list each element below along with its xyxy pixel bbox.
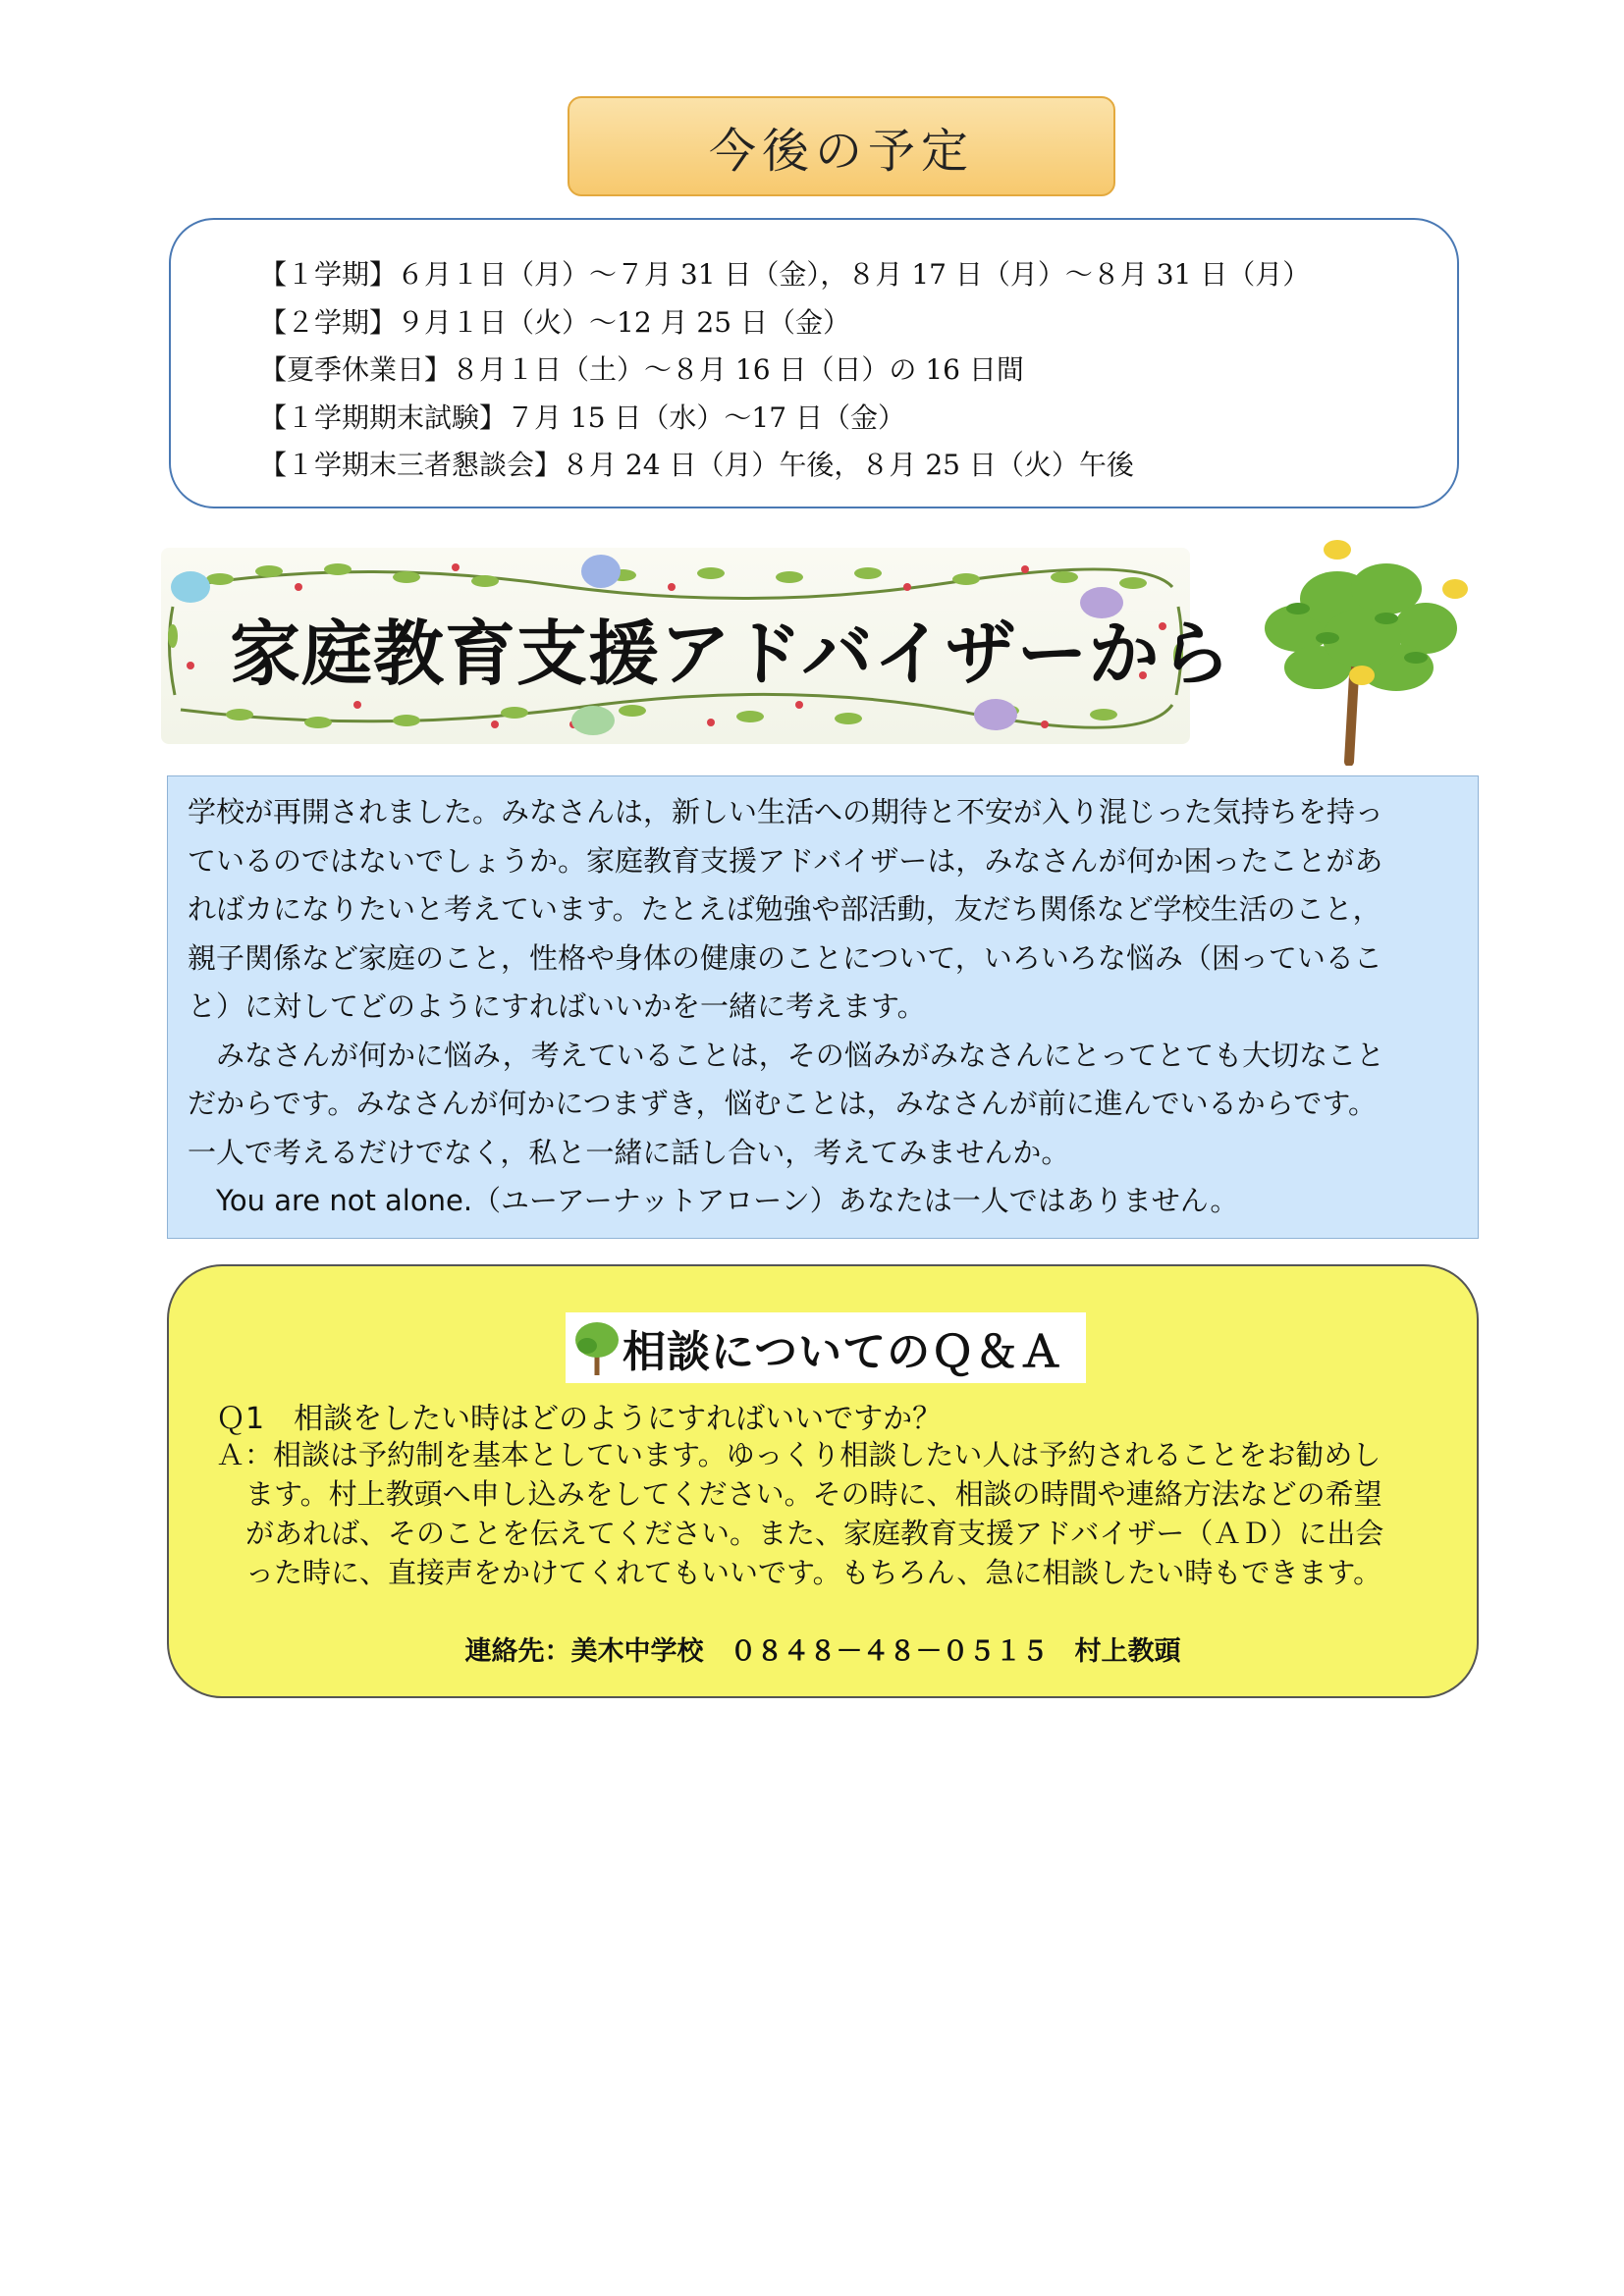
qa-answer: [216, 1435, 1383, 1592]
advisor-line: と）に対してどのようにすればいいかを一緒に考えます。: [188, 989, 926, 1023]
advisor-banner: [161, 548, 1232, 744]
schedule-line: 【１学期末三者懇談会】８月 24 日（月）午後，８月 25 日（火）午後: [259, 449, 1134, 481]
qa-question: Ｑ1 相談をしたい時はどのようにすればいいですか？: [216, 1402, 943, 1436]
contact-info: 連絡先：美木中学校 ０８４８－４８－０５１５ 村上教頭: [464, 1636, 1181, 1667]
qa-answer-line: った時に、直接声をかけてくれてもいいです。もちろん、急に相談したい時もできます。: [245, 1556, 1382, 1589]
tree-icon: [573, 1318, 621, 1377]
qa-answer-line: Ａ：相談は予約制を基本としています。ゆっくり相談したい人は予約されることをお勧めし: [216, 1438, 1381, 1471]
advisor-line: ればカになりたいと考えています。たとえば勉強や部活動，友だち関係など学校生活のこと，: [188, 892, 1381, 926]
advisor-line: 親子関係など家庭のこと，性格や身体の健康のことについて，いろいろな悩み（困っているこ: [188, 940, 1382, 975]
schedule-box: [169, 218, 1459, 508]
schedule-line: 【夏季休業日】８月１日（土）～８月 16 日（日）の 16 日間: [259, 353, 1024, 386]
banner-title: 家庭教育支援アドバイザーから: [230, 613, 1232, 695]
advisor-line: ているのではないでしょうか。家庭教育支援アドバイザーは，みなさんが何か困ったことがあ: [188, 843, 1383, 878]
advisor-line: You are not alone.（ユーアーナットアローン）あなたは一人ではありません。: [188, 1184, 1239, 1217]
schedule-line: 【１学期】６月１日（月）～７月 31 日（金），８月 17 日（月）～８月 31 日（月）: [259, 258, 1311, 291]
schedule-line: 【２学期】９月１日（火）～12 月 25 日（金）: [259, 305, 850, 339]
advisor-line: だからです。みなさんが何かにつまずき，悩むことは，みなさんが前に進んでいるからです。: [188, 1087, 1378, 1120]
qa-title-box: [566, 1312, 1086, 1383]
schedule-title: 今後の予定: [568, 96, 1115, 196]
advisor-message: [167, 775, 1479, 1239]
qa-answer-line: があれば、そのことを伝えてください。また、家庭教育支援アドバイザー（ＡＤ）に出会: [245, 1517, 1384, 1550]
qa-answer-line: ます。村上教頭へ申し込みをしてください。その時に、相談の時間や連絡方法などの希望: [245, 1477, 1382, 1511]
advisor-line: みなさんが何かに悩み，考えていることは，その悩みがみなさんにとってとても大切なこと: [188, 1038, 1385, 1072]
advisor-line: 一人で考えるだけでなく，私と一緒に話し合い，考えてみませんか。: [188, 1135, 1070, 1169]
advisor-line: 学校が再開されました。みなさんは，新しい生活への期待と不安が入り混じった気持ちを持っ: [188, 795, 1384, 828]
tree-icon: [1239, 530, 1475, 766]
qa-title: 相談についてのＱ＆Ａ: [623, 1327, 1064, 1377]
schedule-line: 【１学期期末試験】７月 15 日（水）～17 日（金）: [259, 400, 905, 434]
qa-box: [167, 1264, 1479, 1698]
